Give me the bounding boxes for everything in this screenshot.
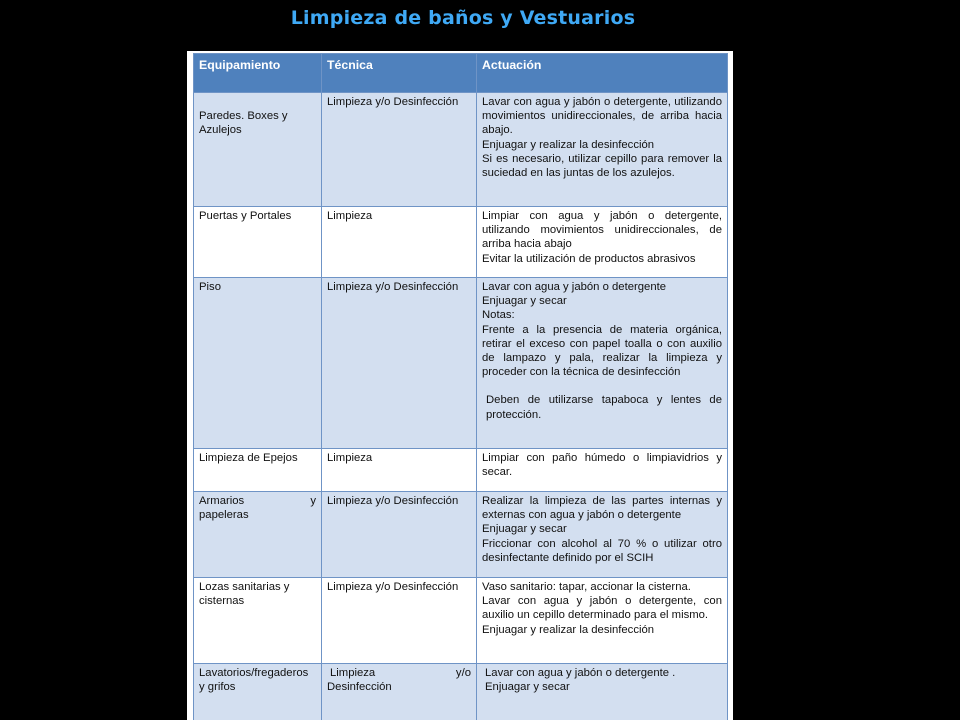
table-row (194, 492, 728, 578)
actuacion-line: Frente a la presencia de materia orgánica, retirar el exceso con papel toalla o con auxilio de lampazo y pala, realizar la limpieza y proceder con la técnica de desinfección (482, 323, 722, 379)
cell-actuacion (477, 492, 728, 578)
equipamiento-text (199, 494, 316, 508)
tecnica-word: Desinfección (327, 681, 392, 694)
cell-equipamiento: Lozas sanitarias y cisternas (194, 578, 322, 664)
cell-equipamiento: Limpieza de Epejos (194, 449, 322, 492)
actuacion-line: Limpiar con agua y jabón o detergente, utilizando movimientos unidireccionales, de arriba hacia abajo (482, 210, 722, 251)
header-actuacion: Actuación (477, 54, 728, 93)
slide-title: Limpieza de baños y Vestuarios (290, 7, 636, 29)
table-row (194, 664, 728, 720)
equipamiento-text: Paredes. Boxes y Azulejos (199, 110, 288, 137)
actuacion-line: Deben de utilizarse tapaboca y lentes de protección. (486, 394, 722, 421)
actuacion-line: Enjuagar y secar (485, 681, 570, 694)
cell-actuacion (477, 278, 728, 449)
cell-actuacion (477, 578, 728, 664)
cell-tecnica: Limpieza y/o Desinfección (322, 492, 477, 578)
table-row (194, 93, 728, 207)
cell-equipamiento (194, 492, 322, 578)
cell-actuacion (477, 664, 728, 720)
header-equipamiento: Equipamiento (194, 54, 322, 93)
table-row (194, 578, 728, 664)
actuacion-line: Enjuagar y realizar la desinfección (482, 138, 655, 151)
actuacion-line: Enjuagar y secar (482, 523, 567, 536)
actuacion-line: Friccionar con alcohol al 70 % o utilizar otro desinfectante definido por el SCIH (482, 537, 722, 564)
actuacion-line: Enjuagar y secar (482, 295, 567, 308)
document-sheet (187, 51, 733, 720)
equipamiento-word: papeleras (199, 509, 249, 522)
actuacion-line: Realizar la limpieza de las partes internas y externas con agua y jabón o detergente (482, 495, 722, 522)
actuacion-line: Lavar con agua y jabón o detergente (482, 281, 667, 293)
cell-actuacion (477, 449, 728, 492)
actuacion-line: Lavar con agua y jabón o detergente . (485, 667, 676, 679)
table-row (194, 207, 728, 278)
actuacion-line: Evitar la utilización de productos abrasivos (482, 252, 696, 265)
cell-equipamiento: Lavatorios/fregaderos y grifos (194, 664, 322, 720)
cell-equipamiento: Piso (194, 278, 322, 449)
actuacion-line: Lavar con agua y jabón o detergente, con auxilio un cepillo determinado para el mismo. (482, 595, 722, 622)
equipamiento-word: Armarios (199, 495, 245, 507)
actuacion-line: Si es necesario, utilizar cepillo para remover la suciedad en las juntas de los azulejos. (482, 152, 722, 180)
actuacion-line: Enjuagar y realizar la desinfección (482, 623, 655, 636)
cell-tecnica: Limpieza (322, 449, 477, 492)
cell-tecnica: Limpieza y/o Desinfección (322, 93, 477, 207)
cell-actuacion (477, 93, 728, 207)
cleaning-table (193, 53, 728, 720)
cell-tecnica: Limpieza (322, 207, 477, 278)
cell-tecnica: Limpieza y/o Desinfección (322, 578, 477, 664)
actuacion-line: Notas: (482, 309, 515, 322)
tecnica-word: y/o (455, 667, 471, 679)
spacer (482, 379, 722, 393)
cell-tecnica (322, 664, 477, 720)
tecnica-text (327, 666, 471, 680)
table-row (194, 449, 728, 492)
actuacion-line: Vaso sanitario: tapar, accionar la cisterna. (482, 581, 691, 593)
tecnica-word: Limpieza (330, 667, 376, 679)
cell-equipamiento (194, 93, 322, 207)
table-header-row (194, 54, 728, 93)
cell-tecnica: Limpieza y/o Desinfección (322, 278, 477, 449)
table-row (194, 278, 728, 449)
actuacion-line: Lavar con agua y jabón o detergente, utilizando movimientos unidireccionales, de arriba hacia abajo. (482, 96, 722, 137)
actuacion-line: Limpiar con paño húmedo o limpiavidrios y secar. (482, 452, 722, 479)
cell-equipamiento: Puertas y Portales (194, 207, 322, 278)
header-tecnica: Técnica (322, 54, 477, 93)
cell-actuacion (477, 207, 728, 278)
equipamiento-word: y (310, 495, 316, 507)
